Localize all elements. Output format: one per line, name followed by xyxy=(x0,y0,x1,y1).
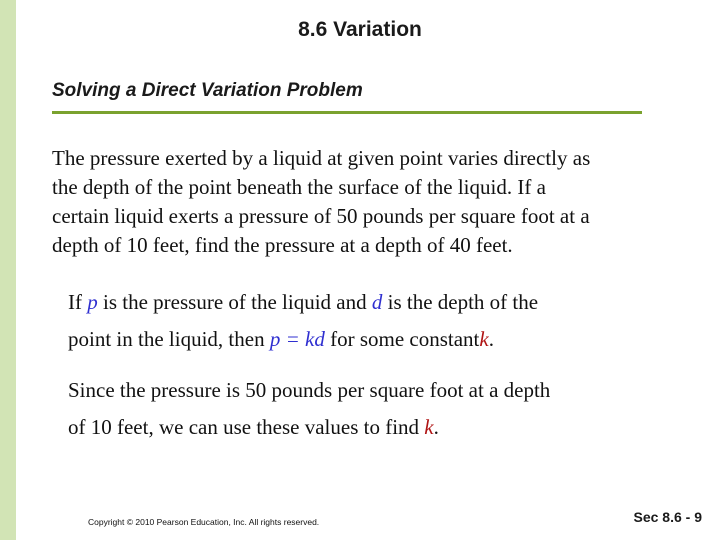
problem-line: The pressure exerted by a liquid at given point varies directly as xyxy=(52,146,591,170)
equation-p-kd: p = kd xyxy=(269,327,325,351)
copyright-notice: Copyright © 2010 Pearson Education, Inc. All rights reserved. xyxy=(88,517,320,527)
problem-line: certain liquid exerts a pressure of 50 pounds per square foot at a xyxy=(52,204,590,228)
solution-line: Since the pressure is 50 pounds per square foot at a depth xyxy=(68,378,551,402)
variable-k: k xyxy=(424,415,434,439)
solution-line xyxy=(68,321,688,358)
slide-number: Sec 8.6 - 9 xyxy=(633,509,702,525)
text-point: point in the liquid, then xyxy=(68,327,265,351)
subtitle-divider xyxy=(52,111,642,114)
text-period: . xyxy=(488,327,494,351)
left-accent-bar xyxy=(0,0,16,540)
variable-k: k xyxy=(479,327,489,351)
text-period: . xyxy=(433,415,439,439)
problem-line: depth of 10 feet, find the pressure at a depth of 40 feet. xyxy=(52,233,513,257)
problem-statement xyxy=(52,144,692,260)
solution-line xyxy=(68,284,688,321)
text-constant: for some constant xyxy=(330,327,480,351)
solution-step-1 xyxy=(68,284,688,358)
variable-p: p xyxy=(87,290,98,314)
text-if: If xyxy=(68,290,82,314)
slide-title: 8.6 Variation xyxy=(298,18,422,41)
variable-d: d xyxy=(371,290,383,314)
text-depth-def: is the depth of the xyxy=(387,290,539,314)
solution-line xyxy=(68,409,688,446)
slide-subtitle: Solving a Direct Variation Problem xyxy=(52,80,363,101)
problem-line: the depth of the point beneath the surface of the liquid. If a xyxy=(52,175,546,199)
solution-step-2 xyxy=(68,372,688,446)
text-find: of 10 feet, we can use these values to find xyxy=(68,415,420,439)
text-pressure-def: is the pressure of the liquid and xyxy=(103,290,367,314)
